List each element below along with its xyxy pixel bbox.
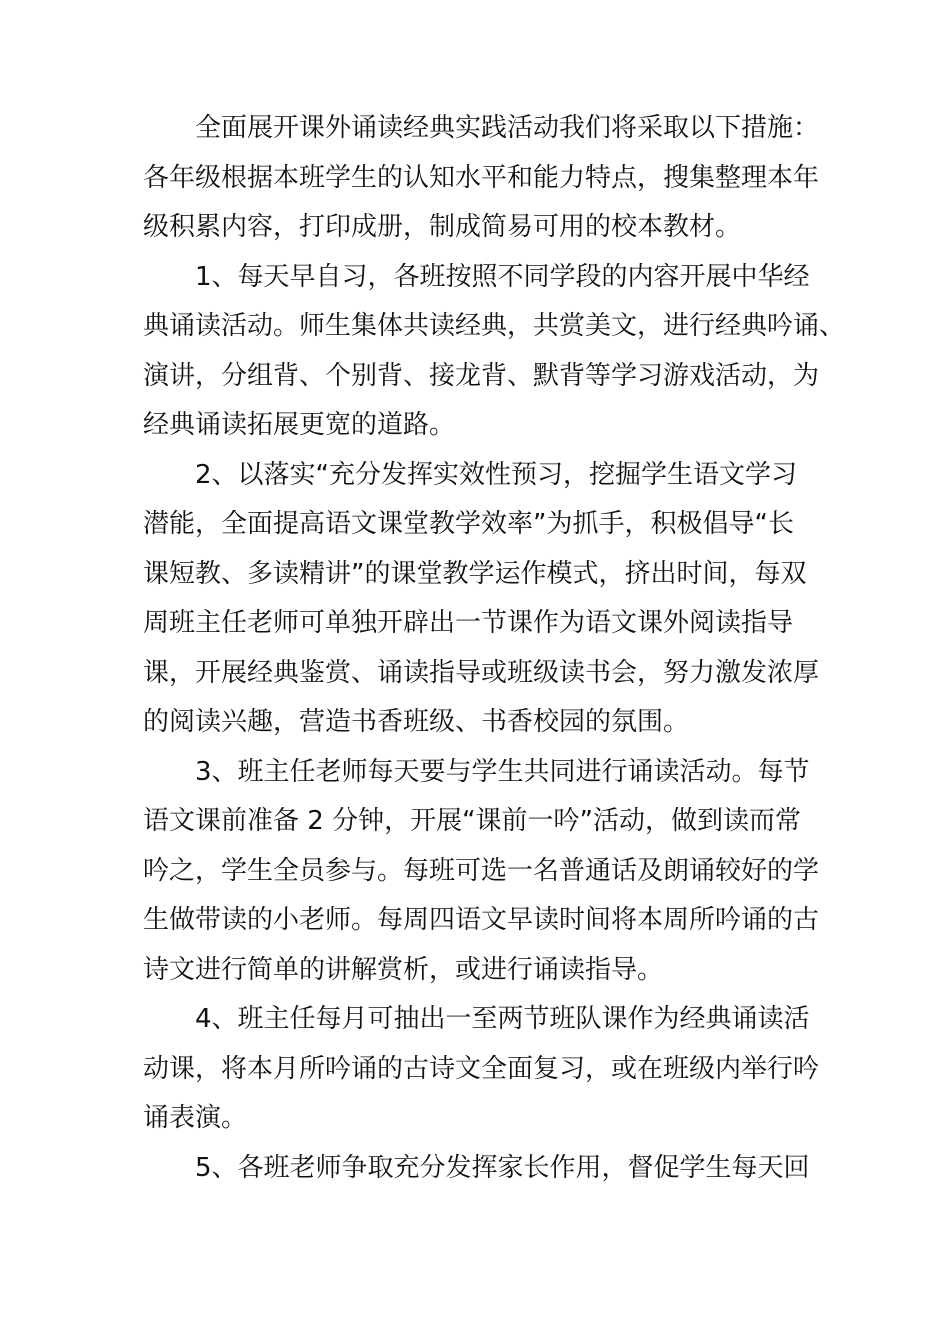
paragraph-2-line-1: 2、以落实“充分发挥实效性预习，挖掘学生语文学习	[195, 459, 798, 490]
paragraph-5-line-1: 5、各班老师争取充分发挥家长作用，督促学生每天回	[195, 1152, 810, 1183]
paragraph-2-line-4: 周班主任老师可单独开辟出一节课作为语文课外阅读指导	[143, 608, 794, 638]
paragraph-3-line-1: 3、班主任老师每天要与学生共同进行诵读活动。每节	[195, 756, 810, 787]
paragraph-3-line-2: 语文课前准备 2 分钟，开展“课前一吟”活动，做到读而常	[143, 806, 802, 836]
document-body	[143, 104, 846, 1193]
paragraph-1-line-2: 典诵读活动。师生集体共读经典，共赏美文，进行经典吟诵、	[143, 311, 846, 341]
paragraph-1-line-3: 演讲，分组背、个别背、接龙背、默背等学习游戏活动，为	[143, 360, 820, 391]
paragraph-4-line-3: 诵表演。	[143, 1103, 248, 1133]
paragraph-3-line-3: 吟之，学生全员参与。每班可选一名普通话及朗诵较好的学	[143, 855, 820, 886]
paragraph-1-line-1: 1、每天早自习，各班按照不同学段的内容开展中华经	[195, 261, 810, 292]
paragraph-4-line-2: 动课，将本月所吟诵的古诗文全面复习，或在班级内举行吟	[143, 1053, 820, 1084]
paragraph-intro-line-3: 级积累内容，打印成册，制成简易可用的校本教材。	[143, 212, 742, 242]
paragraph-2-line-2: 潜能，全面提高语文课堂教学效率”为抓手，积极倡导“长	[143, 509, 794, 539]
paragraph-3-line-5: 诗文进行简单的讲解赏析，或进行诵读指导。	[143, 954, 664, 985]
paragraph-intro-line-1: 全面展开课外诵读经典实践活动我们将采取以下措施：	[195, 113, 820, 143]
paragraph-intro-line-2: 各年级根据本班学生的认知水平和能力特点，搜集整理本年	[143, 162, 820, 193]
paragraph-2-line-5: 课，开展经典鉴赏、诵读指导或班级读书会，努力激发浓厚	[143, 657, 820, 688]
paragraph-4-line-1: 4、班主任每月可抽出一至两节班队课作为经典诵读活	[195, 1004, 810, 1034]
paragraph-2-line-3: 课短教、多读精讲”的课堂教学运作模式，挤出时间，每双	[143, 558, 807, 589]
paragraph-3-line-4: 生做带读的小老师。每周四语文早读时间将本周所吟诵的古	[143, 905, 820, 935]
paragraph-2-line-6: 的阅读兴趣，营造书香班级、书香校园的氛围。	[143, 707, 690, 737]
paragraph-1-line-4: 经典诵读拓展更宽的道路。	[143, 410, 456, 440]
